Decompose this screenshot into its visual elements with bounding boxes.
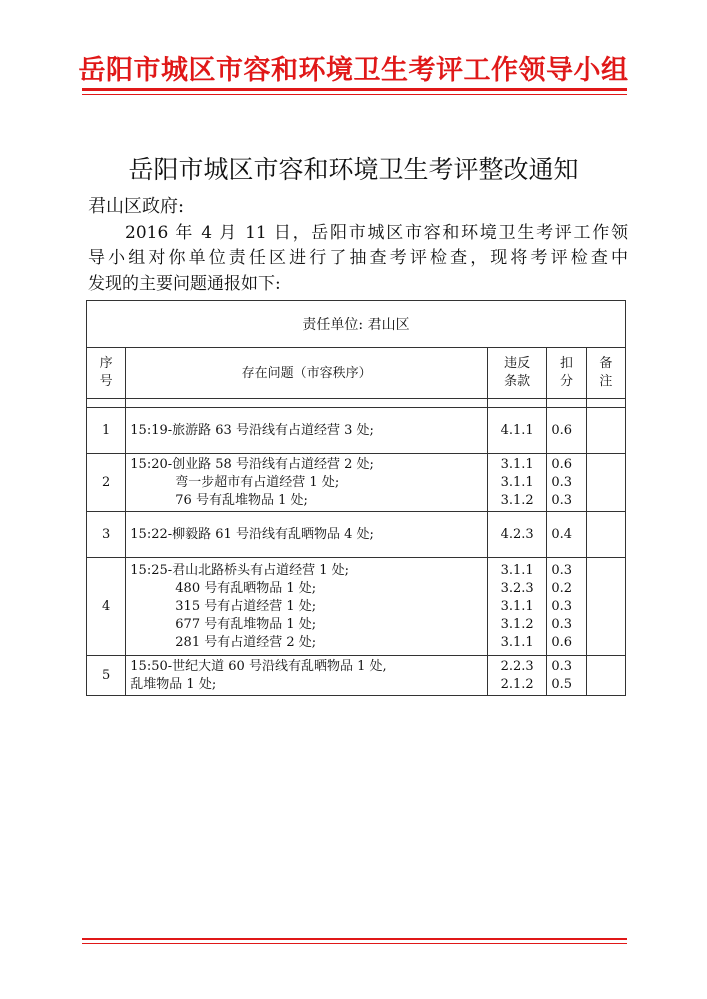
row-issues <box>126 512 488 558</box>
row-note <box>586 454 625 512</box>
row-note <box>586 656 625 696</box>
clause-value: 4.1.1 <box>500 422 534 438</box>
deduction-value: 0.6 <box>551 422 573 438</box>
deduction-value: 0.6 <box>551 634 573 650</box>
deduction-value: 0.3 <box>551 562 573 578</box>
responsible-unit: 责任单位: 君山区 <box>87 301 626 348</box>
issue-line: 弯一步超市有占道经营 1 处; <box>175 474 340 490</box>
table-header-row <box>87 348 626 399</box>
deduction-value: 0.3 <box>551 474 573 490</box>
row-deductions <box>547 408 586 454</box>
header-note-char: 注 <box>599 374 613 389</box>
header-clause-text: 违反 <box>504 356 531 371</box>
header-deduction-char: 分 <box>560 374 574 389</box>
header-clause-text: 条款 <box>504 374 531 389</box>
row-deductions <box>547 558 586 656</box>
header-seq-char: 序 <box>99 356 113 371</box>
deduction-value: 0.3 <box>551 598 573 614</box>
row-seq: 4 <box>87 558 126 656</box>
clause-value: 3.1.2 <box>500 616 534 632</box>
table-row <box>87 558 626 656</box>
clause-value: 2.2.3 <box>500 658 534 674</box>
issue-line: 15:22-柳毅路 61 号沿线有乱晒物品 4 处; <box>130 526 374 542</box>
row-deductions <box>547 656 586 696</box>
issue-line: 677 号有乱堆物品 1 处; <box>175 616 317 632</box>
row-clauses <box>487 408 546 454</box>
clause-value: 3.2.3 <box>500 580 534 596</box>
footer-rule-thick <box>82 938 627 940</box>
row-issues <box>126 408 488 454</box>
issue-line: 乱堆物品 1 处; <box>130 676 217 692</box>
deduction-value: 0.2 <box>551 580 573 596</box>
header-deduction-char: 扣 <box>560 356 574 371</box>
clause-value: 3.1.1 <box>500 456 534 472</box>
paragraph-line: 导小组对你单位责任区进行了抽查考评检查，现将考评检查中 <box>88 248 628 268</box>
deduction-value: 0.5 <box>551 676 573 692</box>
issue-line: 15:50-世纪大道 60 号沿线有乱晒物品 1 处, <box>130 658 387 674</box>
issue-line: 281 号有占道经营 2 处; <box>175 634 317 650</box>
clause-value: 4.2.3 <box>500 526 534 542</box>
row-deductions <box>547 512 586 558</box>
issue-line: 15:19-旅游路 63 号沿线有占道经营 3 处; <box>130 422 374 438</box>
letterhead-rule-thin <box>82 94 627 95</box>
header-spacer-row <box>87 399 626 408</box>
deduction-value: 0.4 <box>551 526 573 542</box>
row-clauses <box>487 512 546 558</box>
header-issue: 存在问题（市容秩序） <box>126 348 488 399</box>
clause-value: 3.1.1 <box>500 562 534 578</box>
unit-row <box>87 301 626 348</box>
deduction-value: 0.3 <box>551 492 573 508</box>
row-clauses <box>487 454 546 512</box>
row-seq: 2 <box>87 454 126 512</box>
issue-line: 15:25-君山北路桥头有占道经营 1 处; <box>130 562 350 578</box>
letterhead-title: 岳阳市城区市容和环境卫生考评工作领导小组 <box>78 55 629 86</box>
row-issues <box>126 656 488 696</box>
clause-value: 3.1.1 <box>500 634 534 650</box>
deduction-value: 0.3 <box>551 616 573 632</box>
header-seq-char: 号 <box>99 374 113 389</box>
header-deduction <box>547 348 586 399</box>
table-row <box>87 512 626 558</box>
issue-line: 76 号有乱堆物品 1 处; <box>175 492 308 508</box>
row-clauses <box>487 558 546 656</box>
footer-rule-thin <box>82 943 627 944</box>
row-deductions <box>547 454 586 512</box>
addressee: 君山区政府: <box>88 196 185 217</box>
row-clauses <box>487 656 546 696</box>
table-row <box>87 656 626 696</box>
row-seq: 3 <box>87 512 126 558</box>
header-note <box>586 348 625 399</box>
table-row <box>87 454 626 512</box>
row-note <box>586 558 625 656</box>
clause-value: 3.1.1 <box>500 474 534 490</box>
table-row <box>87 408 626 454</box>
header-note-char: 备 <box>599 356 613 371</box>
deduction-value: 0.6 <box>551 456 573 472</box>
issue-line: 315 号有占道经营 1 处; <box>175 598 317 614</box>
letterhead-rule-thick <box>82 88 627 91</box>
clause-value: 3.1.1 <box>500 598 534 614</box>
issue-line: 15:20-创业路 58 号沿线有占道经营 2 处; <box>130 456 374 472</box>
document-title: 岳阳市城区市容和环境卫生考评整改通知 <box>128 155 579 184</box>
header-seq <box>87 348 126 399</box>
clause-value: 2.1.2 <box>500 676 534 692</box>
paragraph-line: 发现的主要问题通报如下: <box>88 274 281 294</box>
deduction-value: 0.3 <box>551 658 573 674</box>
row-note <box>586 408 625 454</box>
row-seq: 5 <box>87 656 126 696</box>
paragraph-line: 2016 年 4 月 11 日，岳阳市城区市容和环境卫生考评工作领 <box>125 223 628 243</box>
issue-line: 480 号有乱晒物品 1 处; <box>175 580 317 596</box>
row-issues <box>126 454 488 512</box>
row-note <box>586 512 625 558</box>
row-seq: 1 <box>87 408 126 454</box>
header-clause <box>487 348 546 399</box>
clause-value: 3.1.2 <box>500 492 534 508</box>
issues-table <box>86 300 626 696</box>
row-issues <box>126 558 488 656</box>
